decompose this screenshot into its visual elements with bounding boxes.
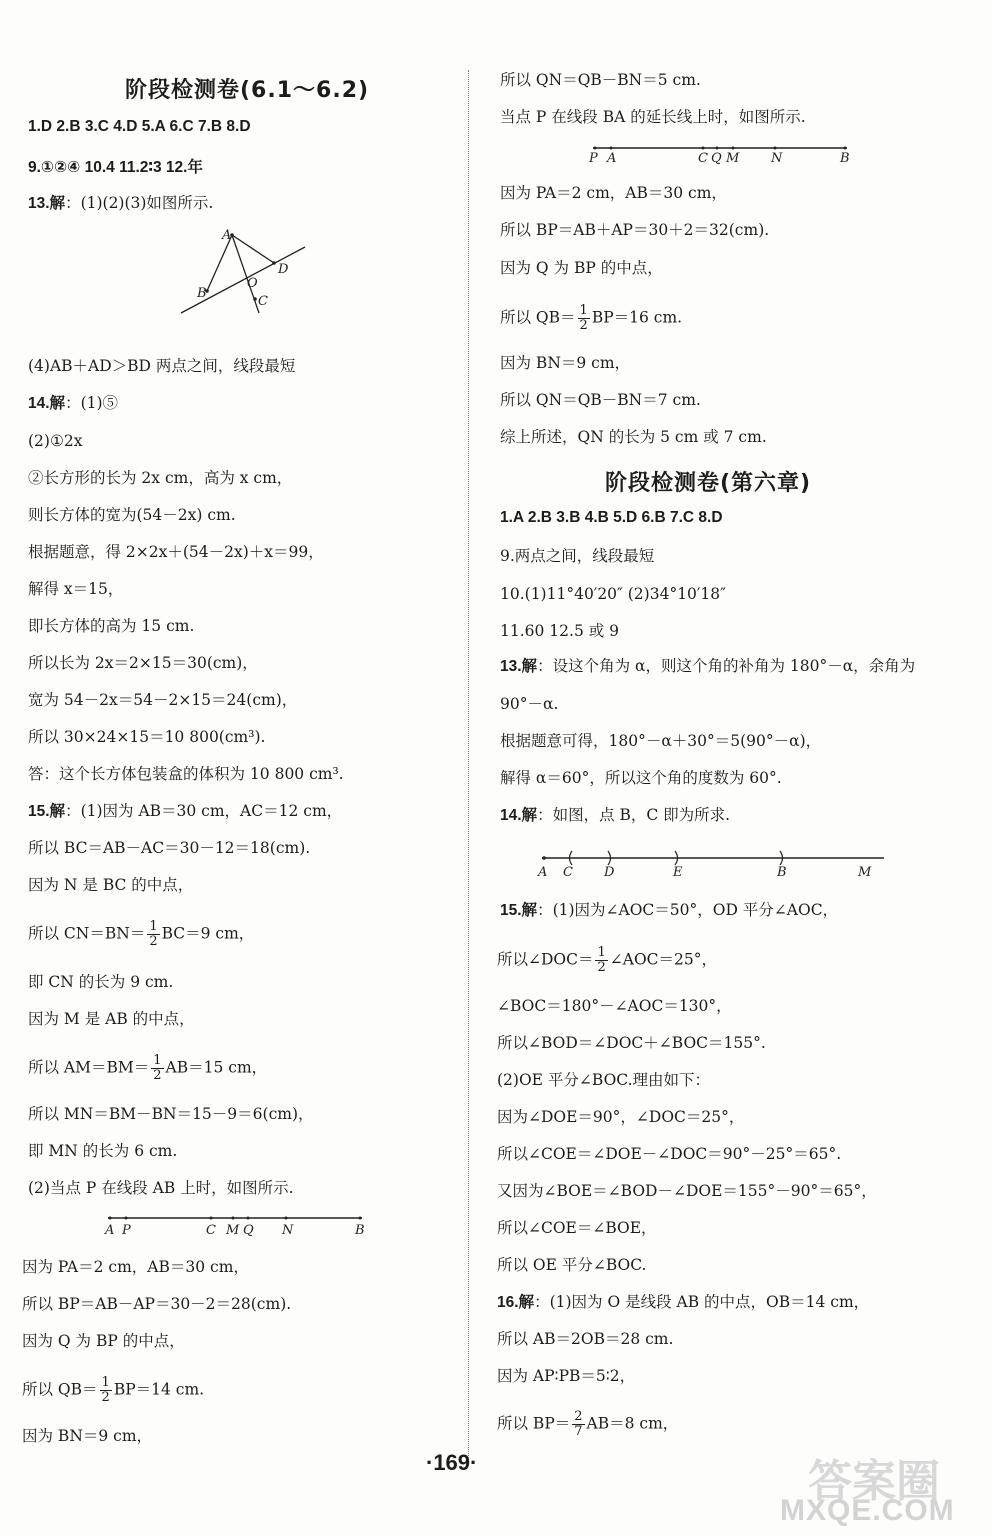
- q15-line-14: [22, 1376, 204, 1405]
- rq15-line-5: (2)OE 平分∠BOC.理由如下：: [497, 1071, 711, 1089]
- rq16-line: [497, 1292, 869, 1313]
- fig3-point-a: [610, 147, 613, 150]
- rq15-line-2: [497, 946, 717, 975]
- fig4-label-e: E: [673, 865, 683, 880]
- rq15-line-2-a: 所以∠DOC＝: [497, 950, 594, 969]
- r-line-8: 所以 QN＝QB－BN＝7 cm.: [500, 391, 701, 409]
- fraction-two-sevenths: $\frac{2}{7}$: [574, 1409, 583, 1439]
- fig2-point-b: [359, 1217, 362, 1220]
- rq15-line-8: 又因为∠BOE＝∠BOD－∠DOE＝155°－90°＝65°，: [497, 1182, 877, 1200]
- rq13-line-2: 90°－α.: [500, 695, 559, 713]
- fig2-point-p: [125, 1217, 128, 1220]
- fig2-label-n: N: [282, 1223, 294, 1238]
- q14-line-3: ②长方形的长为 2x cm，高为 x cm，: [28, 469, 293, 487]
- q13-text: ：(1)(2)(3)如图所示.: [65, 194, 214, 212]
- fraction-half: $\frac{1}{2}$: [153, 1053, 162, 1083]
- q15-text: ：(1)因为 AB＝30 cm，AC＝12 cm，: [65, 802, 343, 820]
- watermark-url: MXQE.COM: [780, 1494, 955, 1527]
- fig3-point-p: [594, 147, 597, 150]
- rq15-line-9: 所以∠COE＝∠BOE，: [497, 1219, 657, 1237]
- rq13-line-4: 解得 α＝60°，所以这个角的度数为 60°.: [500, 769, 782, 787]
- q15-line-13: 因为 Q 为 BP 的中点，: [22, 1332, 185, 1350]
- fig3-point-m: [732, 147, 735, 150]
- q13-line: [28, 193, 213, 214]
- rq14-line: [500, 805, 730, 826]
- fig2-label-q: Q: [243, 1223, 254, 1238]
- fig3-point-q: [716, 147, 719, 150]
- q14-text: ：(1)⑤: [65, 394, 119, 412]
- q15-line-7-b: AB＝15 cm，: [165, 1058, 268, 1077]
- column-divider: [468, 70, 469, 1460]
- fig1-line-ad: [232, 235, 274, 263]
- q15-line-14-b: BP＝14 cm.: [113, 1380, 205, 1399]
- q13-line-2: (4)AB＋AD＞BD 两点之间，线段最短: [28, 357, 296, 375]
- page-number: ·169·: [426, 1450, 478, 1475]
- q15-line-7-a: 所以 AM＝BM＝: [28, 1058, 150, 1077]
- fig1-label-c: C: [258, 294, 268, 309]
- fig3-label-p: P: [589, 151, 598, 166]
- figure-3-diagram: [585, 138, 855, 170]
- right-ans-11: 11.60 12.5 或 9: [500, 622, 620, 640]
- q14-line-6: 解得 x＝15，: [28, 580, 124, 598]
- q15-line-6: 因为 M 是 AB 的中点，: [28, 1010, 195, 1028]
- q15-line-15: 因为 BN＝9 cm，: [22, 1427, 153, 1445]
- q13-head: 13.解: [28, 195, 66, 212]
- q15-line-7: [28, 1054, 267, 1083]
- r-line-9: 综上所述，QN 的长为 5 cm 或 7 cm.: [500, 428, 767, 446]
- fig1-point-c: [253, 297, 257, 301]
- fig4-label-b: B: [777, 865, 787, 880]
- fig3-point-c: [702, 147, 705, 150]
- rq15-line-10: 所以 OE 平分∠BOC.: [497, 1256, 647, 1274]
- r-line-1: 所以 QN＝QB－BN＝5 cm.: [500, 71, 701, 89]
- rq13-line-3: 根据题意可得，180°－α＋30°＝5(90°－α)，: [500, 732, 822, 750]
- right-ans-9: 9.两点之间，线段最短: [500, 547, 655, 565]
- left-mc-answers: 1.D 2.B 3.C 4.D 5.A 6.C 7.B 8.D: [28, 118, 251, 135]
- rq15-line-2-b: ∠AOC＝25°，: [609, 950, 717, 969]
- rq16-line-2: 所以 AB＝2OB＝28 cm.: [497, 1330, 674, 1348]
- fraction-half: $\frac{1}{2}$: [101, 1375, 110, 1405]
- q15-line-11: 因为 PA＝2 cm，AB＝30 cm，: [22, 1258, 249, 1276]
- fig2-label-a: A: [105, 1223, 115, 1238]
- fig2-point-q: [247, 1217, 250, 1220]
- r-line-4: 所以 BP＝AB＋AP＝30＋2＝32(cm).: [500, 221, 770, 239]
- right-mc-answers: 1.A 2.B 3.B 4.B 5.D 6.B 7.C 8.D: [500, 509, 723, 526]
- q15-line-8: 所以 MN＝BM－BN＝15－9＝6(cm)，: [28, 1105, 314, 1123]
- r-line-6: [500, 304, 682, 333]
- rq15-text: ：(1)因为∠AOC＝50°，OD 平分∠AOC，: [537, 901, 839, 919]
- figure-1-diagram: [175, 225, 335, 325]
- q14-line-10: 所以 30×24×15＝10 800(cm³).: [28, 728, 266, 746]
- watermark-logo: 答案圈: [808, 1457, 940, 1506]
- q14-line-5: 根据题意，得 2×2x＋(54－2x)＋x＝99，: [28, 543, 324, 561]
- rq16-line-4-b: AB＝8 cm，: [586, 1414, 679, 1433]
- r-line-6-b: BP＝16 cm.: [591, 308, 683, 327]
- rq16-line-4: [497, 1410, 678, 1439]
- fig1-line-bd: [181, 247, 305, 313]
- rq15-head: 15.解: [500, 902, 538, 919]
- rq15-line-4: 所以∠BOD＝∠DOC＋∠BOC＝155°.: [497, 1034, 766, 1052]
- rq13-line: [500, 656, 915, 677]
- q15-line-14-a: 所以 QB＝: [22, 1380, 98, 1399]
- q14-line-11: 答：这个长方体包装盒的体积为 10 800 cm³.: [28, 765, 344, 783]
- fig3-label-b: B: [840, 151, 850, 166]
- rq15-line-6: 因为∠DOE＝90°，∠DOC＝25°，: [497, 1108, 745, 1126]
- fig1-label-d: D: [278, 262, 289, 277]
- rq15-line: [500, 900, 838, 921]
- q15-line-9: 即 MN 的长为 6 cm.: [28, 1142, 178, 1160]
- fig3-label-q: Q: [711, 151, 722, 166]
- fig3-label-m: M: [726, 151, 740, 166]
- q14-line-9: 宽为 54－2x＝54－2×15＝24(cm)，: [28, 691, 298, 709]
- right-section-title: 阶段检测卷(第六章): [605, 471, 812, 496]
- rq15-line-3: ∠BOC＝180°－∠AOC＝130°，: [497, 997, 732, 1015]
- q15-line-3: 因为 N 是 BC 的中点，: [28, 876, 194, 894]
- q14-line-2: (2)①2x: [28, 432, 83, 450]
- q15-line: [28, 801, 342, 822]
- rq15-line-7: 所以∠COE＝∠DOE－∠DOC＝90°－25°＝65°.: [497, 1145, 842, 1163]
- fraction-half: $\frac{1}{2}$: [597, 945, 606, 975]
- q14-line-4: 则长方体的宽为(54－2x) cm.: [28, 506, 236, 524]
- fig2-point-c: [210, 1217, 213, 1220]
- r-line-7: 因为 BN＝9 cm，: [500, 354, 631, 372]
- figure-2-diagram: [100, 1208, 370, 1240]
- rq16-head: 16.解: [497, 1294, 535, 1311]
- fig2-point-m: [232, 1217, 235, 1220]
- fig3-point-n: [774, 147, 777, 150]
- fig2-point-n: [285, 1217, 288, 1220]
- rq13-head: 13.解: [500, 658, 538, 675]
- fig4-label-m: M: [858, 865, 872, 880]
- fig3-label-n: N: [771, 151, 783, 166]
- q15-line-4-b: BC＝9 cm，: [161, 924, 255, 943]
- fig4-point-a: [542, 856, 546, 860]
- rq16-text: ：(1)因为 O 是线段 AB 的中点，OB＝14 cm，: [534, 1293, 870, 1311]
- fig3-label-a: A: [607, 151, 617, 166]
- fig1-point-d: [272, 261, 276, 265]
- fig1-label-b: B: [197, 286, 207, 301]
- fig2-label-c: C: [206, 1223, 216, 1238]
- figure-4-diagram: [532, 848, 892, 882]
- fraction-half: $\frac{1}{2}$: [149, 919, 158, 949]
- rq13-text: ：设这个角为 α，则这个角的补角为 180°－α，余角为: [537, 657, 916, 675]
- q15-line-4-a: 所以 CN＝BN＝: [28, 924, 146, 943]
- fig2-label-m: M: [226, 1223, 240, 1238]
- fraction-half: $\frac{1}{2}$: [579, 303, 588, 333]
- r-line-3: 因为 PA＝2 cm，AB＝30 cm，: [500, 184, 727, 202]
- q15-head: 15.解: [28, 803, 66, 820]
- q15-line-2: 所以 BC＝AB－AC＝30－12＝18(cm).: [28, 839, 311, 857]
- rq16-line-4-a: 所以 BP＝: [497, 1414, 571, 1433]
- r-line-6-a: 所以 QB＝: [500, 308, 576, 327]
- r-line-5: 因为 Q 为 BP 的中点，: [500, 259, 663, 277]
- q14-head: 14.解: [28, 395, 66, 412]
- q15-line-4: [28, 920, 254, 949]
- fig4-label-c: C: [563, 865, 573, 880]
- q15-line-5: 即 CN 的长为 9 cm.: [28, 973, 174, 991]
- fig3-point-b: [844, 147, 847, 150]
- fig3-label-c: C: [698, 151, 708, 166]
- rq16-line-3: 因为 AP∶PB＝5∶2，: [497, 1367, 636, 1385]
- q15-line-10: (2)当点 P 在线段 AB 上时，如图所示.: [28, 1179, 294, 1197]
- r-line-2: 当点 P 在线段 BA 的延长线上时，如图所示.: [500, 108, 806, 126]
- q14-line-7: 即长方体的高为 15 cm.: [28, 617, 195, 635]
- fig4-label-d: D: [604, 865, 615, 880]
- fig1-label-a: A: [222, 228, 232, 243]
- left-fill-answers: 9.①②④ 10.4 11.2∶3 12.年: [28, 159, 203, 176]
- rq14-head: 14.解: [500, 807, 538, 824]
- fig2-label-b: B: [355, 1223, 365, 1238]
- fig1-line-ab: [207, 235, 232, 291]
- fig2-point-a: [109, 1217, 112, 1220]
- q14-line: [28, 393, 118, 414]
- fig2-label-p: P: [122, 1223, 131, 1238]
- fig4-label-a: A: [538, 865, 548, 880]
- fig1-label-o: O: [247, 276, 258, 291]
- right-ans-10: 10.(1)11°40′20″ (2)34°10′18″: [500, 585, 726, 603]
- rq14-text: ：如图，点 B，C 即为所求.: [537, 806, 731, 824]
- left-section-title: 阶段检测卷(6.1～6.2): [125, 78, 370, 103]
- q14-line-8: 所以长为 2x＝2×15＝30(cm)，: [28, 654, 258, 672]
- q15-line-12: 所以 BP＝AB－AP＝30－2＝28(cm).: [22, 1295, 292, 1313]
